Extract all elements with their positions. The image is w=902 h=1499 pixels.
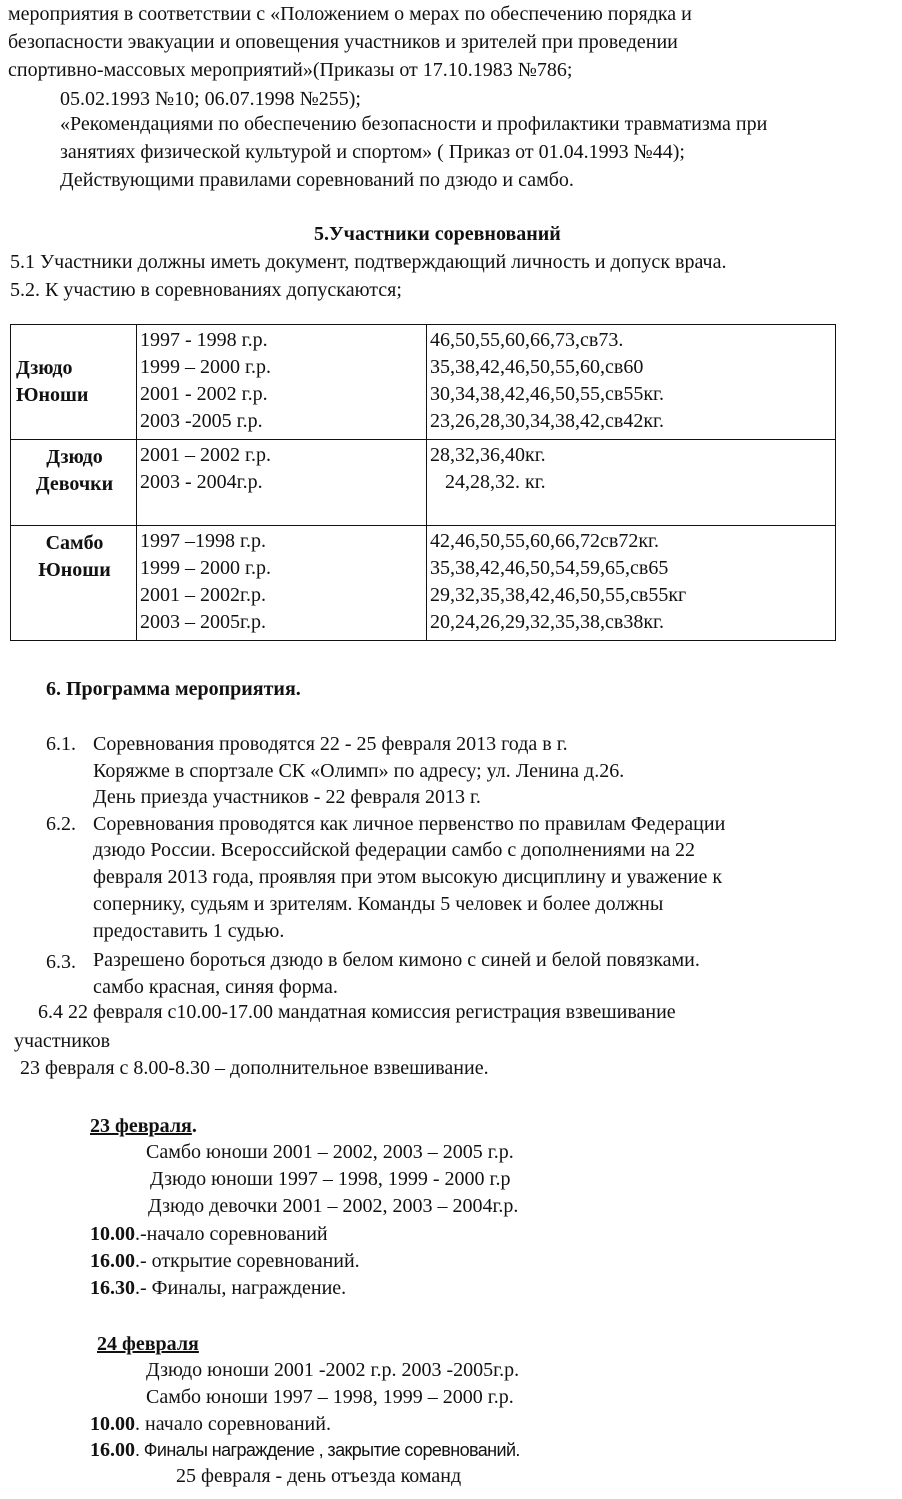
year-range: 1999 – 2000 г.р. <box>140 557 271 579</box>
year-range: 2003 - 2004г.р. <box>140 471 263 493</box>
intro-line-3: спортивно-массовых мероприятий»(Приказы от 17.10.1983 №786; <box>8 59 573 81</box>
schedule-event: .-начало соревнований <box>135 1223 328 1245</box>
section-6-3-line: самбо красная, синяя форма. <box>93 976 338 998</box>
section-5-2: 5.2. К участию в соревнованиях допускаются; <box>10 279 402 301</box>
years-cell <box>137 440 427 526</box>
day-23-heading <box>90 1113 197 1139</box>
intro-line-5: «Рекомендациями по обеспечению безопасности и профилактики травматизма при <box>60 113 768 135</box>
departure-note: 25 февраля - день отъезда команд <box>176 1465 462 1487</box>
year-range: 1997 –1998 г.р. <box>140 530 266 552</box>
weights-cell <box>427 526 836 641</box>
weight-classes: 30,34,38,42,46,50,55,св55кг. <box>430 383 664 405</box>
section-6-1-line: Коряжме в спортзале СК «Олимп» по адресу; ул. Ленина д.26. <box>93 760 625 782</box>
schedule-event: . Финалы награждение , закрытие соревнований. <box>135 1440 520 1460</box>
weight-classes: 42,46,50,55,60,66,72св72кг. <box>430 530 659 552</box>
item-number: 6.1. <box>46 733 76 755</box>
item-number: 6.2. <box>46 813 76 835</box>
weight-classes: 28,32,36,40кг. <box>430 444 546 466</box>
section-6-3-line: Разрешено бороться дзюдо в белом кимоно с синей и белой повязками. <box>93 949 700 971</box>
intro-line-7: Действующими правилами соревнований по дзюдо и самбо. <box>60 169 574 191</box>
intro-line-6: занятиях физической культурой и спортом» ( Приказ от 01.04.1993 №44); <box>60 141 685 163</box>
group-category: Девочки <box>35 473 114 495</box>
year-range: 1997 - 1998 г.р. <box>140 329 268 351</box>
group-sport: Дзюдо <box>46 446 103 468</box>
schedule-event: .- Финалы, награждение. <box>135 1277 347 1299</box>
section-6-2-line: дзюдо России. Всероссийской федерации самбо с дополнениями на 22 <box>93 839 696 861</box>
day-23-group: Дзюдо юноши 1997 – 1998, 1999 - 2000 г.р <box>150 1168 511 1190</box>
schedule-time: 10.00 <box>90 1413 135 1435</box>
group-cell <box>11 325 137 440</box>
year-range: 2003 – 2005г.р. <box>140 611 266 633</box>
year-range: 2001 – 2002г.р. <box>140 584 266 606</box>
day-23-group: Дзюдо девочки 2001 – 2002, 2003 – 2004г.р. <box>148 1195 519 1217</box>
section-6-4-line: участников <box>14 1030 111 1052</box>
weights-cell <box>427 325 836 440</box>
day-24-title: 24 февраля <box>97 1333 199 1355</box>
schedule-entry <box>90 1221 328 1247</box>
section-6-4-line: 6.4 22 февраля с10.00-17.00 мандатная комиссия регистрация взвешивание <box>38 1001 676 1023</box>
weight-classes: 35,38,42,46,50,54,59,65,св65 <box>430 557 669 579</box>
participants-table <box>10 324 836 641</box>
day-24-group: Дзюдо юноши 2001 -2002 г.р. 2003 -2005г.р. <box>146 1359 520 1381</box>
schedule-time: 16.30 <box>90 1277 135 1299</box>
table-row <box>11 440 836 526</box>
weight-classes: 24,28,32. кг. <box>430 471 546 493</box>
day-23-group: Самбо юноши 2001 – 2002, 2003 – 2005 г.р. <box>146 1141 514 1163</box>
weight-classes: 23,26,28,30,34,38,42,св42кг. <box>430 410 664 432</box>
section-5-title: 5.Участники соревнований <box>314 223 561 245</box>
schedule-entry <box>90 1411 331 1437</box>
day-23-title: 23 февраля <box>90 1115 192 1137</box>
group-category: Юноши <box>16 384 89 406</box>
table-row <box>11 325 836 440</box>
weight-classes: 35,38,42,46,50,55,60,св60 <box>430 356 644 378</box>
weight-classes: 20,24,26,29,32,35,38,св38кг. <box>430 611 664 633</box>
section-6-2-line: Соревнования проводятся как личное первенство по правилам Федерации <box>93 813 726 835</box>
item-number: 6.3. <box>46 951 76 973</box>
intro-line-2: безопасности эвакуации и оповещения участников и зрителей при проведении <box>8 31 678 53</box>
section-6-1-line: Соревнования проводятся 22 - 25 февраля 2013 года в г. <box>93 733 568 755</box>
group-category: Юноши <box>38 559 111 581</box>
section-6-2-line: февраля 2013 года, проявляя при этом высокую дисциплину и уважение к <box>93 866 723 888</box>
schedule-event: .- открытие соревнований. <box>135 1250 360 1272</box>
section-6-2-line: предоставить 1 судью. <box>93 920 285 942</box>
years-cell <box>137 526 427 641</box>
table-row <box>11 526 836 641</box>
schedule-event: . начало соревнований. <box>135 1413 331 1435</box>
group-cell <box>11 440 137 526</box>
group-cell <box>11 526 137 641</box>
section-6-4-line: 23 февраля с 8.00-8.30 – дополнительное взвешивание. <box>20 1057 489 1079</box>
schedule-entry <box>90 1248 360 1274</box>
intro-line-1: мероприятия в соответствии с «Положением о мерах по обеспечению порядка и <box>8 3 692 25</box>
schedule-entry <box>90 1275 346 1301</box>
section-5-1: 5.1 Участники должны иметь документ, подтверждающий личность и допуск врача. <box>10 251 727 273</box>
schedule-time: 10.00 <box>90 1223 135 1245</box>
year-range: 2003 -2005 г.р. <box>140 410 263 432</box>
schedule-entry <box>90 1437 520 1463</box>
section-6-2-line: сопернику, судьям и зрителям. Команды 5 человек и более должны <box>93 893 664 915</box>
intro-line-4: 05.02.1993 №10; 06.07.1998 №255); <box>60 88 361 110</box>
schedule-time: 16.00 <box>90 1250 135 1272</box>
years-cell <box>137 325 427 440</box>
weight-classes: 29,32,35,38,42,46,50,55,св55кг <box>430 584 687 606</box>
section-6-1-line: День приезда участников - 22 февраля 2013 г. <box>93 786 481 808</box>
group-sport: Дзюдо <box>16 357 73 379</box>
year-range: 2001 – 2002 г.р. <box>140 444 271 466</box>
day-24-group: Самбо юноши 1997 – 1998, 1999 – 2000 г.р. <box>146 1386 514 1408</box>
year-range: 1999 – 2000 г.р. <box>140 356 271 378</box>
weight-classes: 46,50,55,60,66,73,св73. <box>430 329 624 351</box>
day-23-dot: . <box>191 1115 197 1137</box>
schedule-time: 16.00 <box>90 1439 135 1461</box>
year-range: 2001 - 2002 г.р. <box>140 383 268 405</box>
group-sport: Самбо <box>45 532 104 554</box>
section-6-title: 6. Программа мероприятия. <box>46 678 301 700</box>
weights-cell <box>427 440 836 526</box>
